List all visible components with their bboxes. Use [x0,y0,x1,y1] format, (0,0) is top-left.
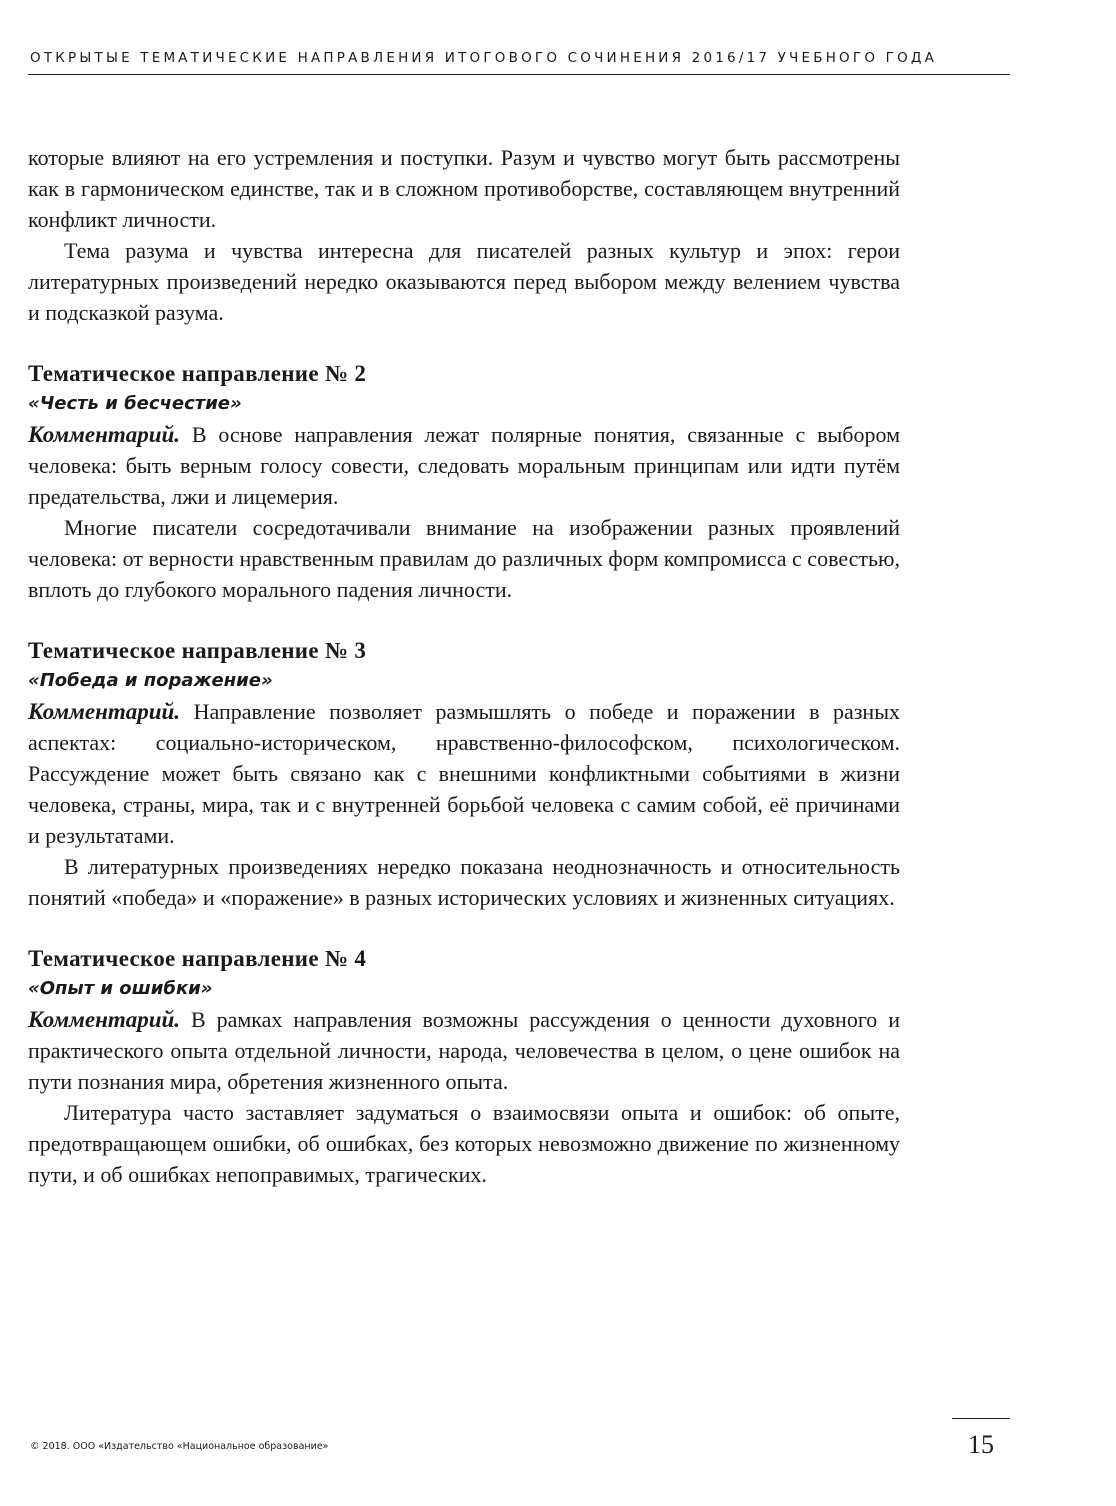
section-title: Тематическое направление № 3 [28,638,367,663]
header-rule [28,74,1010,75]
section-subtitle: «Честь и бесчестие» [28,393,242,414]
running-header: ОТКРЫТЫЕ ТЕМАТИЧЕСКИЕ НАПРАВЛЕНИЯ ИТОГОВОГО СОЧИНЕНИЯ 2016/17 УЧЕБНОГО ГОДА [30,50,938,66]
page-number: 15 [968,1430,994,1459]
comment-paragraph [28,696,900,851]
section-3 [28,635,900,913]
section-2 [28,358,900,605]
section-subtitle: «Опыт и ошибки» [28,978,213,999]
footer-copyright: © 2018. ООО «Издательство «Национальное образование» [30,1441,329,1452]
section-title: Тематическое направление № 2 [28,361,367,386]
intro-paragraph: которые влияют на его устремления и поступки. Разум и чувство могут быть рассмотрены как в гармоническом единстве, так и в сложном противоборстве, составляющем внутренний конфликт личности. [28,145,900,232]
section-paragraph: Многие писатели сосредотачивали внимание на изображении разных проявлений человека: от верности нравственным правилам до различных форм компромисса с совестью, вплоть до глубокого морального падения личности. [28,515,900,602]
section-4 [28,943,900,1190]
intro-block [28,142,900,328]
comment-paragraph [28,419,900,512]
section-paragraph: Литература часто заставляет задуматься о взаимосвязи опыта и ошибок: об опыте, предотвращающем ошибки, об ошибках, без которых невозможно движение по жизненному пути, и об ошибках непоправимых, трагических. [28,1100,900,1187]
section-paragraph: В литературных произведениях нередко показана неоднозначность и относительность понятий «победа» и «поражение» в разных исторических условиях и жизненных ситуациях. [28,854,900,910]
page-content [28,142,900,1190]
intro-paragraph: Тема разума и чувства интересна для писателей разных культур и эпох: герои литературных произведений нередко оказываются перед выбором между велением чувства и подсказкой разума. [28,238,900,325]
section-subtitle: «Победа и поражение» [28,670,273,691]
comment-paragraph [28,1004,900,1097]
comment-label: Комментарий. [28,1007,181,1032]
section-title: Тематическое направление № 4 [28,946,367,971]
comment-label: Комментарий. [28,699,181,724]
footer-rule [952,1418,1010,1419]
comment-text: В рамках направления возможны рассуждения о ценности духовного и практического опыта отдельной личности, народа, человечества в целом, о цене ошибок на пути познания мира, обретения жизненного опыта. [28,1007,900,1094]
comment-text: В основе направления лежат полярные понятия, связанные с выбором человека: быть верным голосу совести, следовать моральным принципам или идти путём предательства, лжи и лицемерия. [28,422,900,509]
comment-text: Направление позволяет размышлять о победе и поражении в разных аспектах: социально-историческом, нравственно-философском, психологическом. Рассуждение может быть связано как с внешними конфликтными событиями в жизни человека, страны, мира, так и с внутренней борьбой человека с самим собой, её причинами и результатами. [28,699,900,848]
comment-label: Комментарий. [28,422,181,447]
